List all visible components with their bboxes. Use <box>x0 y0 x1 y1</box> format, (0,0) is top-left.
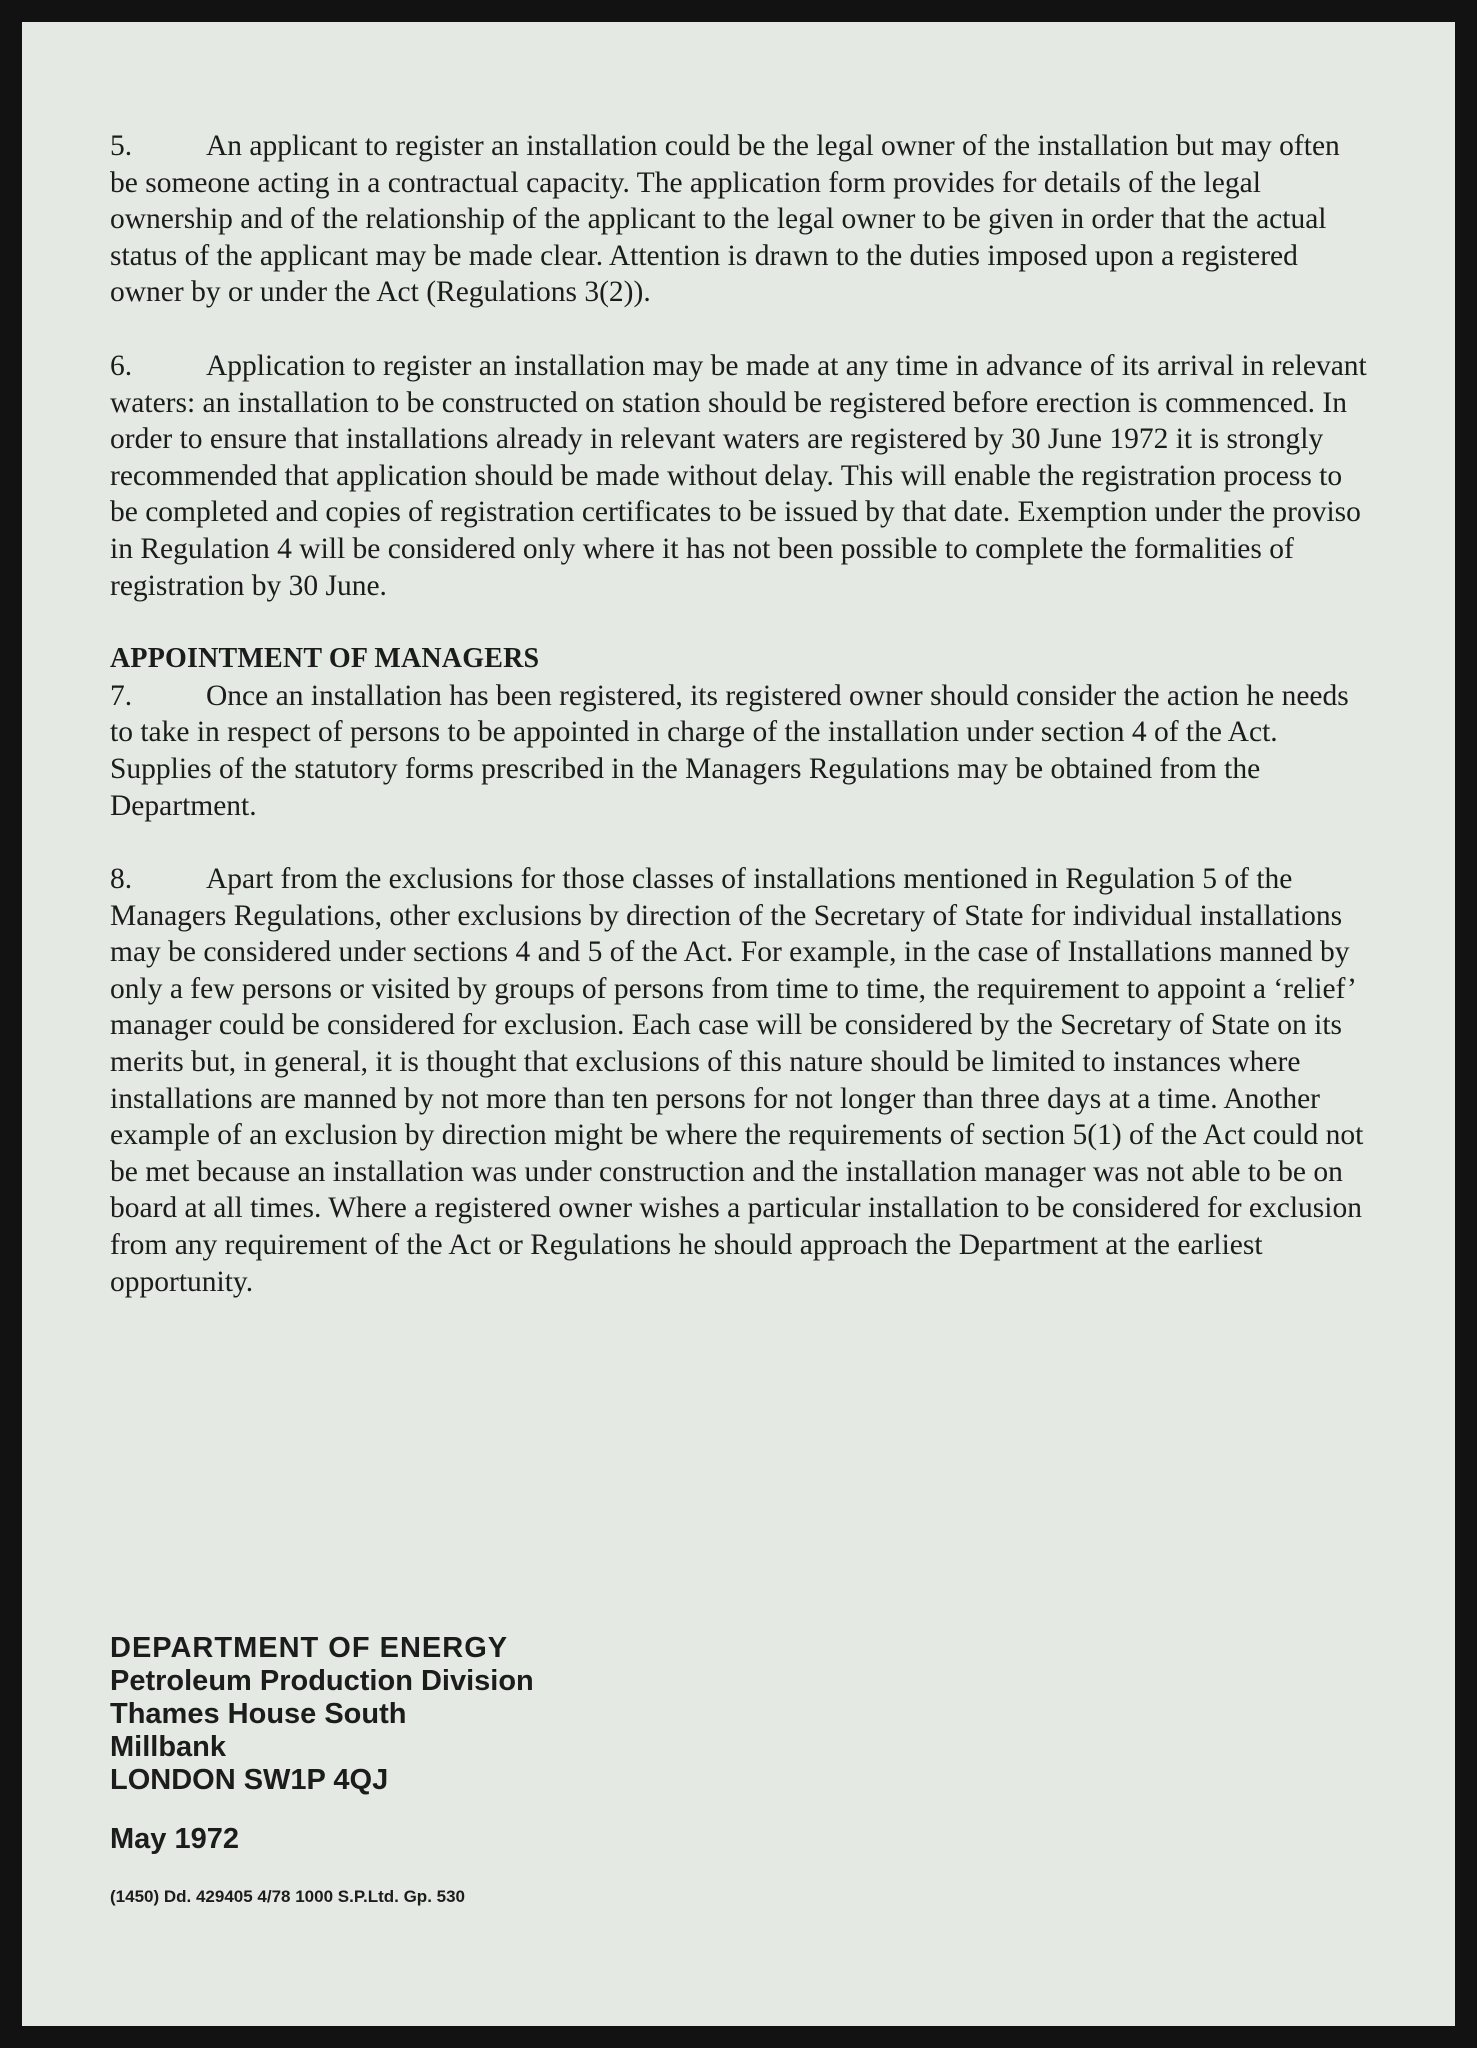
paragraph-number: 7. <box>110 679 133 712</box>
print-code: (1450) Dd. 429405 4/78 1000 S.P.Ltd. Gp. 530 <box>110 1887 465 1906</box>
paragraph-5 <box>110 128 1372 311</box>
paragraph-6 <box>110 348 1372 604</box>
document-date: May 1972 <box>110 1823 239 1855</box>
department-name: DEPARTMENT OF ENERGY <box>110 1632 509 1664</box>
document-page <box>22 22 1455 2026</box>
paragraph-text: An applicant to register an installation could be the legal owner of the installation but may often be someone acting in a contractual capacity. The application form provides for details of the legal ownership and of the relationship of the applicant to the legal owner to be given in order that the actual status of the applicant may be made clear. Attention is drawn to the duties imposed upon a registered owner by or under the Act (Regulations 3(2)). <box>110 130 1340 309</box>
paragraph-number: 8. <box>110 863 133 896</box>
paragraph-number: 6. <box>110 349 133 382</box>
address-street: Millbank <box>110 1731 227 1763</box>
paragraph-7 <box>110 678 1372 824</box>
address-city: LONDON SW1P 4QJ <box>110 1764 389 1796</box>
division-name: Petroleum Production Division <box>110 1665 534 1697</box>
paragraph-8 <box>110 861 1372 1300</box>
paragraph-text: Once an installation has been registered, its registered owner should consider the action he needs to take in respect of persons to be appointed in charge of the installation under section 4 of the Act. Supplies of the statutory forms prescribed in the Managers Regulations may be obtained from the Department. <box>110 679 1349 822</box>
document-body <box>110 128 1372 1300</box>
signature-block <box>110 1632 534 1908</box>
paragraph-text: Apart from the exclusions for those classes of installations mentioned in Regulation 5 of the Managers Regulations, other exclusions by direction of the Secretary of State for individual installations may be considered under sections 4 and 5 of the Act. For example, in the case of Installations manned by only a few persons or visited by groups of persons from time to time, the requirement to appoint a ‘relief’ manager could be considered for exclusion. Each case will be considered by the Secretary of State on its merits but, in general, it is thought that exclusions of this nature should be limited to instances where installations are manned by not more than ten persons for not longer than three days at a time. Another example of an exclusion by direction might be where the requirements of section 5(1) of the Act could not be met because an installation was under construction and the installation manager was not able to be on board at all times. Where a registered owner wishes a particular installation to be considered for exclusion from any requirement of the Act or Regulations he should approach the Department at the earliest opportunity. <box>110 863 1364 1298</box>
section-heading: APPOINTMENT OF MANAGERS <box>110 643 540 675</box>
address-building: Thames House South <box>110 1698 407 1730</box>
paragraph-text: Application to register an installation may be made at any time in advance of its arrival in relevant waters: an installation to be constructed on station should be registered before erection is commenced. In order to ensure that installations already in relevant waters are registered by 30 June 1972 it is strongly recommended that application should be made without delay. This will enable the registration process to be completed and copies of registration certificates to be issued by that date. Exemption under the proviso in Regulation 4 will be considered only where it has not been possible to complete the formalities of registration by 30 June. <box>110 349 1367 602</box>
paragraph-number: 5. <box>110 130 133 162</box>
